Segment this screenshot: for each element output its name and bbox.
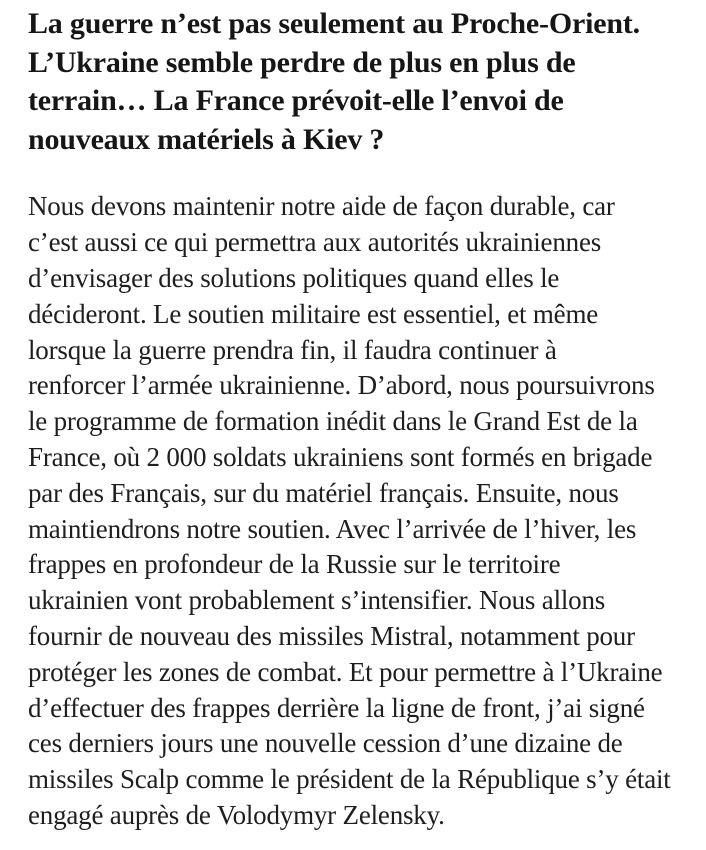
text-line: L’Ukraine semble perdre de plus en plus de [28,45,576,79]
interview-question [28,5,688,159]
text-line: décideront. Le soutien militaire est essentiel, et même [28,298,599,329]
text-line: ukrainien vont probablement s’intensifier. Nous allons [28,585,606,616]
text-line: le programme de formation inédit dans le Grand Est de la [28,406,638,437]
text-line: maintiendrons notre soutien. Avec l’arrivée de l’hiver, les [28,513,637,544]
text-line: d’envisager des solutions politiques quand elles le [28,262,560,293]
text-line: protéger les zones de combat. Et pour permettre à l’Ukraine [28,656,663,687]
text-line: fournir de nouveau des missiles Mistral, notamment pour [28,620,635,651]
text-line: missiles Scalp comme le président de la République s’y était [28,764,671,795]
interview-answer [28,189,688,833]
text-line: lorsque la guerre prendra fin, il faudra continuer à [28,334,557,365]
text-line: ces derniers jours une nouvelle cession d’une dizaine de [28,728,623,759]
text-line: frappes en profondeur de la Russie sur le territoire [28,549,561,580]
text-line: La guerre n’est pas seulement au Proche-Orient. [28,7,640,40]
text-line: nouveaux matériels à Kiev ? [28,122,385,156]
text-line: Nous devons maintenir notre aide de façon durable, car [28,191,615,222]
text-line: terrain… La France prévoit-elle l’envoi de [28,84,564,118]
text-line: par des Français, sur du matériel français. Ensuite, nous [28,477,619,508]
text-line: renforcer l’armée ukrainienne. D’abord, nous poursuivrons [28,370,655,401]
text-line: c’est aussi ce qui permettra aux autorités ukrainiennes [28,227,602,258]
text-line: France, où 2 000 soldats ukrainiens sont formés en brigade [28,441,653,472]
text-line: engagé auprès de Volodymyr Zelensky. [28,799,445,830]
text-line: d’effectuer des frappes derrière la ligne de front, j’ai signé [28,692,645,723]
